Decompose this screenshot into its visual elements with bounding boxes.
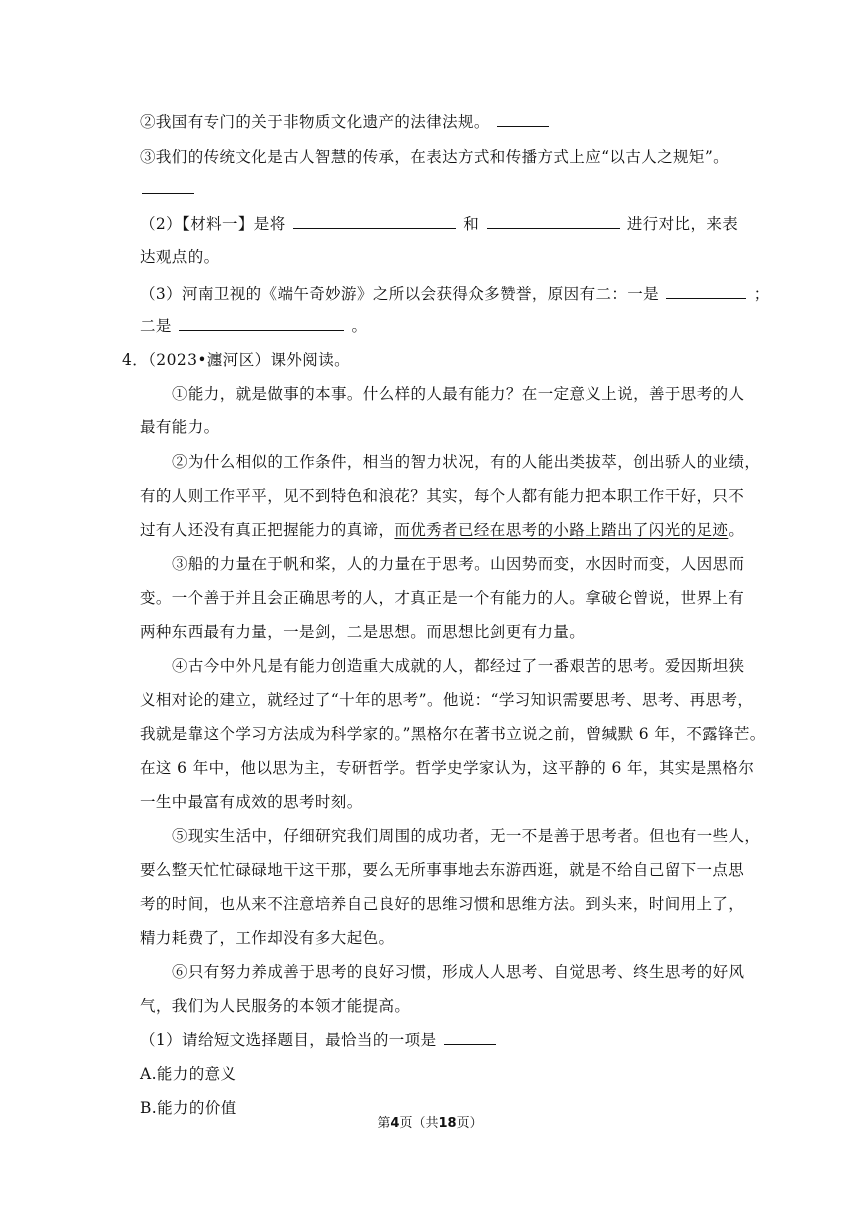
- paragraph-3-line-1: ③船的力量在于帆和桨，人的力量在于思考。山因势而变，水因时而变，人因思而: [172, 555, 745, 573]
- option-b[interactable]: B.能力的价值: [140, 1099, 237, 1117]
- paragraph-5-line-2: 要么整天忙忙碌碌地干这干那，要么无所事事地去东游西逛，就是不给自己留下一点思: [140, 861, 745, 879]
- question-2-cont: [140, 245, 220, 267]
- paragraph-6-line-1: ⑥只有努力养成善于思考的良好习惯，形成人人思考、自觉思考、终生思考的好风: [172, 963, 745, 981]
- answer-blank-statement-3[interactable]: [142, 192, 194, 194]
- statement-2: [140, 110, 551, 132]
- paragraph-4-line-2: 义相对论的建立，就经过了“十年的思考”。他说：“学习知识需要思考、思考、再思考，: [140, 691, 754, 709]
- paragraph-3-line-3: 两种东西最有力量，一是剑，二是思想。而思想比剑更有力量。: [140, 623, 586, 641]
- question-4-heading: 4．（2023•瀍河区）课外阅读。: [122, 351, 351, 369]
- paragraph-1-line-2: 最有能力。: [140, 418, 220, 436]
- answer-blank-sub-question-1[interactable]: [444, 1043, 496, 1045]
- statement-2-text: ②我国有专门的关于非物质文化遗产的法律法规。: [140, 113, 490, 131]
- underlined-sentence: 而优秀者已经在思考的小路上踏出了闪光的足迹: [394, 521, 729, 539]
- paragraph-4-line-5: 一生中最富有成效的思考时刻。: [140, 793, 363, 811]
- paragraph-5-line-4: 精力耗费了，工作却没有多大起色。: [140, 929, 395, 947]
- paragraph-2-line-2: 有的人则工作平平，见不到特色和浪花？其实，每个人都有能力把本职工作干好，只不: [140, 487, 745, 505]
- sub-question-1: [140, 1028, 498, 1050]
- question-3: [140, 282, 770, 304]
- answer-blank-q3-first[interactable]: [666, 297, 746, 299]
- footer-middle: 页（共: [399, 1116, 439, 1131]
- paragraph-4-line-1: ④古今中外凡是有能力创造重大成就的人，都经过了一番艰苦的思考。爱因斯坦狭: [172, 657, 745, 675]
- question-2-text-c: 进行对比，来表: [626, 215, 739, 233]
- paragraph-2-line-1: ②为什么相似的工作条件，相当的智力状况，有的人能出类拔萃，创出骄人的业绩，: [172, 453, 761, 471]
- paragraph-4-line-3: 我就是靠这个学习方法成为科学家的。”黑格尔在著书立说之前，曾缄默 6 年，不露锋芒。: [140, 725, 766, 743]
- answer-blank-statement-2[interactable]: [497, 125, 549, 127]
- paragraph-2-text: 过有人还没有真正把握能力的真谛，: [140, 521, 395, 539]
- paragraph-6-line-2: 气，我们为人民服务的本领才能提高。: [140, 997, 411, 1015]
- footer-prefix: 第: [377, 1116, 391, 1131]
- question-3-cont: [140, 314, 367, 336]
- statement-3-answer-line: [140, 180, 196, 198]
- paragraph-4-line-4: 在这 6 年中，他以思为主，专研哲学。哲学史学家认为，这平静的 6 年，其实是黑格尔: [140, 759, 755, 777]
- question-2-text-a: （2）【材料一】是将: [140, 215, 286, 233]
- page-footer: [0, 1112, 860, 1131]
- question-3-text-d: 。: [351, 317, 368, 335]
- statement-3: [140, 145, 729, 167]
- paragraph-2-period: 。: [728, 521, 745, 539]
- footer-page-number: 4: [390, 1116, 400, 1131]
- option-a[interactable]: A.能力的意义: [140, 1065, 237, 1083]
- answer-blank-q2-first[interactable]: [293, 227, 456, 229]
- question-3-text-b: ；: [753, 285, 770, 303]
- question-3-text-a: （3）河南卫视的《端午奇妙游》之所以会获得众多赞誉，原因有二：一是: [140, 285, 660, 303]
- paragraph-3-line-2: 变。一个善于并且会正确思考的人，才真正是一个有能力的人。拿破仑曾说，世界上有: [140, 589, 745, 607]
- paragraph-2-line-3: [140, 518, 744, 540]
- answer-blank-q3-second[interactable]: [179, 329, 344, 331]
- statement-3-text: ③我们的传统文化是古人智慧的传承，在表达方式和传播方式上应“以古人之规矩”。: [140, 148, 730, 166]
- question-2-text-d: 达观点的。: [140, 248, 220, 266]
- sub-question-1-text: （1）请给短文选择题目，最恰当的一项是: [140, 1031, 437, 1049]
- answer-blank-q2-second[interactable]: [487, 227, 620, 229]
- question-2-text-b: 和: [463, 215, 480, 233]
- question-3-text-c: 二是: [140, 317, 172, 335]
- footer-suffix: 页）: [456, 1116, 483, 1131]
- paragraph-5-line-1: ⑤现实生活中，仔细研究我们周围的成功者，无一不是善于思考者。但也有一些人，: [172, 827, 761, 845]
- footer-total-pages: 18: [438, 1116, 457, 1131]
- question-2: [140, 212, 738, 234]
- paragraph-1-line-1: ①能力，就是做事的本事。什么样的人最有能力？在一定意义上说，善于思考的人: [172, 385, 745, 403]
- paragraph-5-line-3: 考的时间，也从来不注意培养自己良好的思维习惯和思维方法。到头来，时间用上了，: [140, 895, 745, 913]
